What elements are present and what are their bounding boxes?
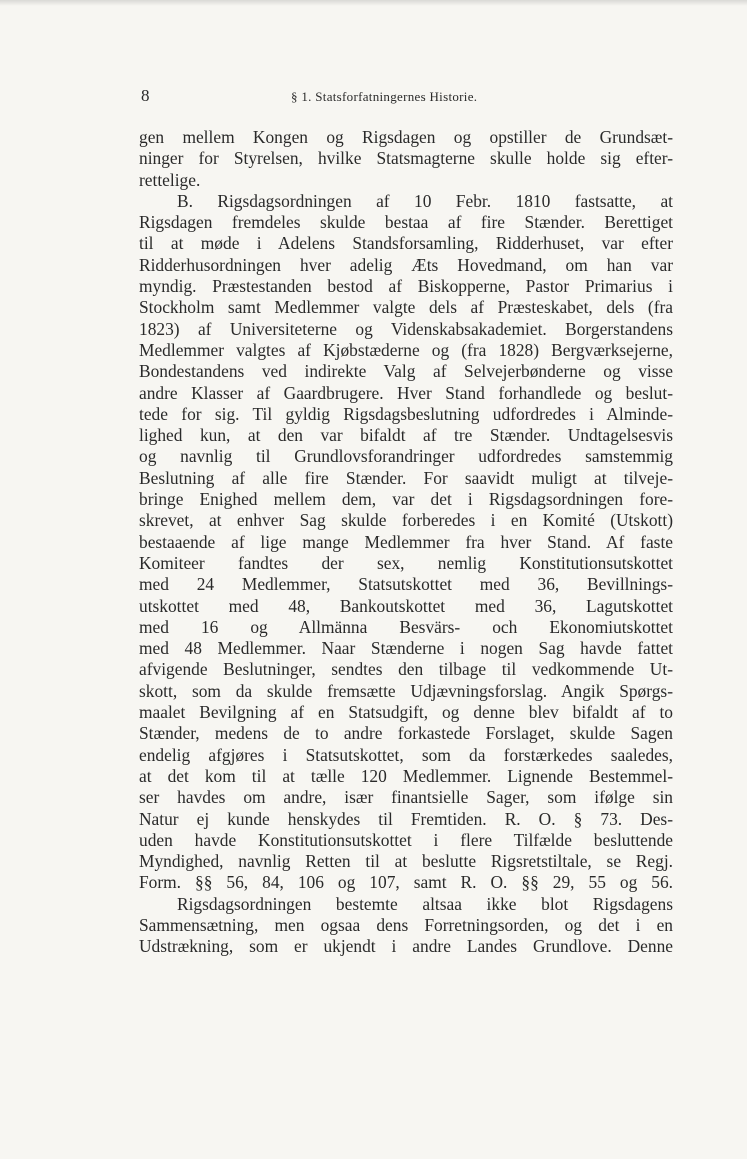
text-line: at det kom til at tælle 120 Medlemmer. Lignende Bestemmel-: [139, 765, 673, 786]
text-line: Beslutning af alle fire Stænder. For saavidt muligt at tilveje-: [139, 467, 673, 488]
page-header: [0, 86, 747, 110]
text-line: Sammensætning, men ogsaa dens Forretningsorden, og det i en: [139, 914, 673, 935]
text-line: endelig afgjøres i Statsutskottet, som da forstærkedes saaledes,: [139, 744, 673, 765]
text-line: Bondestandens ved indirekte Valg af Selvejerbønderne og visse: [139, 361, 673, 382]
running-head: § 1. Statsforfatningernes Historie.: [291, 89, 478, 104]
text-line: lighed kun, at den var bifaldt af tre Stænder. Undtagelsesvis: [139, 425, 673, 446]
text-line: andre Klasser af Gaardbrugere. Hver Stand forhandlede og beslut-: [139, 382, 673, 403]
text-line: uden havde Konstitutionsutskottet i flere Tilfælde besluttende: [139, 829, 673, 850]
body-text: [139, 127, 673, 958]
text-line: Medlemmer valgtes af Kjøbstæderne og (fra 1828) Bergværksejerne,: [139, 339, 673, 360]
text-line: bestaaende af lige mange Medlemmer fra hver Stand. Af faste: [139, 531, 673, 552]
text-line: Ridderhusordningen hver adelig Æts Hovedmand, om han var: [139, 254, 673, 275]
text-line: Udstrækning, som er ukjendt i andre Landes Grundlove. Denne: [139, 936, 673, 957]
text-line: myndig. Præstestanden bestod af Biskopperne, Pastor Primarius i: [139, 276, 673, 297]
text-line: tede for sig. Til gyldig Rigsdagsbeslutning udfordredes i Alminde-: [139, 403, 673, 424]
text-line: Stockholm samt Medlemmer valgte dels af Præsteskabet, dels (fra: [139, 297, 673, 318]
text-line: Natur ej kunde henskydes til Fremtiden. R. O. § 73. Des-: [139, 808, 673, 829]
text-line: skott, som da skulde fremsætte Udjævningsforslag. Angik Spørgs-: [139, 680, 673, 701]
text-line: med 48 Medlemmer. Naar Stænderne i nogen Sag havde fattet: [139, 638, 673, 659]
page-number: 8: [141, 86, 150, 105]
text-line: Stænder, medens de to andre forkastede Forslaget, skulde Sagen: [139, 723, 673, 744]
text-line: med 24 Medlemmer, Statsutskottet med 36, Bevillnings-: [139, 574, 673, 595]
text-line: Myndighed, navnlig Retten til at beslutte Rigsretstiltale, se Regj.: [139, 851, 673, 872]
text-line: maalet Bevilgning af en Statsudgift, og denne blev bifaldt af to: [139, 702, 673, 723]
text-line: bringe Enighed mellem dem, var det i Rigsdagsordningen fore-: [139, 489, 673, 510]
text-line: med 16 og Allmänna Besvärs- och Ekonomiutskottet: [139, 616, 673, 637]
text-line: Form. §§ 56, 84, 106 og 107, samt R. O. §§ 29, 55 og 56.: [139, 872, 673, 893]
text-line: ninger for Styrelsen, hvilke Statsmagterne skulle holde sig efter-: [139, 148, 673, 169]
text-line: afvigende Beslutninger, sendtes den tilbage til vedkommende Ut-: [139, 659, 673, 680]
text-line: Rigsdagsordningen bestemte altsaa ikke blot Rigsdagens: [177, 893, 673, 914]
text-line: rettelige.: [139, 169, 201, 190]
text-line: 1823) af Universiteterne og Videnskabsakademiet. Borgerstandens: [139, 318, 673, 339]
text-line: til at møde i Adelens Standsforsamling, Ridderhuset, var efter: [139, 233, 673, 254]
scan-edge: [0, 0, 747, 6]
text-line: og navnlig til Grundlovsforandringer udfordredes samstemmig: [139, 446, 673, 467]
text-line: gen mellem Kongen og Rigsdagen og opstiller de Grundsæt-: [139, 127, 673, 147]
text-line: Komiteer fandtes der sex, nemlig Konstitutionsutskottet: [139, 552, 673, 573]
text-line: Rigsdagen fremdeles skulde bestaa af fire Stænder. Berettiget: [139, 212, 673, 233]
text-line: B. Rigsdagsordningen af 10 Febr. 1810 fastsatte, at: [177, 190, 673, 211]
text-line: skrevet, at enhver Sag skulde forberedes i en Komité (Utskott): [139, 510, 673, 531]
text-line: utskottet med 48, Bankoutskottet med 36, Lagutskottet: [139, 595, 673, 616]
text-line: ser havdes om andre, især finantsielle Sager, som ifølge sin: [139, 787, 673, 808]
